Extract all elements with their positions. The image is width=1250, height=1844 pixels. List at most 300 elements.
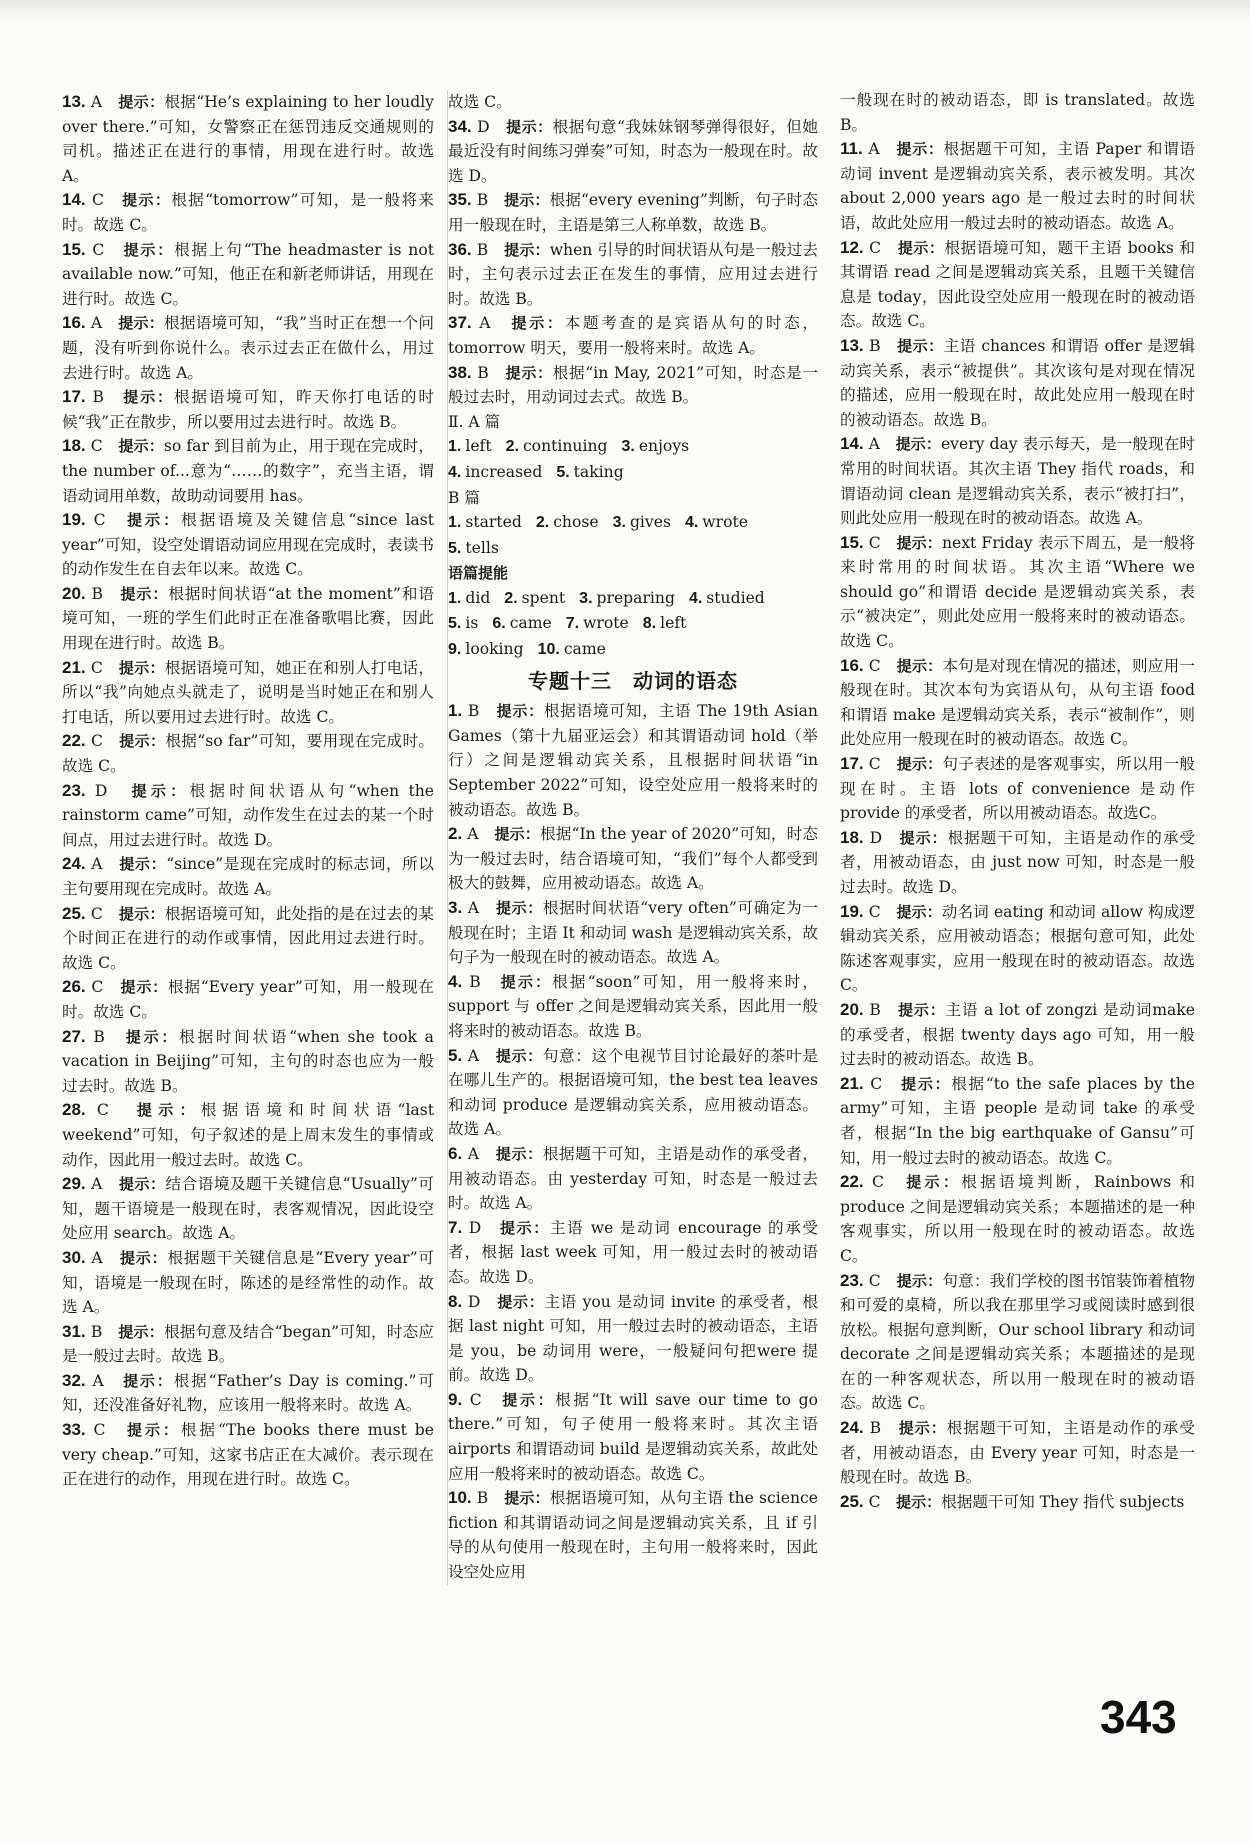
- hint-text: 根据“every evening”判断，句子时态用一般现在时，主语是第三人称单数，故选 B。: [448, 191, 818, 234]
- hint-label: 提示：: [895, 435, 941, 454]
- hint-label: 提示：: [120, 584, 169, 603]
- hint-text: 根据“so far”可知，要用现在完成时。故选 C。: [62, 732, 434, 776]
- answer-letter: C: [85, 658, 119, 677]
- item-number: 2.: [535, 514, 550, 532]
- hint-label: 提示：: [896, 656, 943, 675]
- item-word: increased: [465, 462, 543, 481]
- hint-label: 提示：: [896, 755, 943, 774]
- question-number: 11.: [840, 139, 863, 159]
- item-number: 1.: [448, 514, 462, 532]
- hint-label: 提示：: [120, 978, 168, 997]
- hint-label: 提示：: [123, 388, 174, 407]
- item-word: studied: [706, 588, 765, 607]
- answer-entry: [840, 531, 1195, 654]
- question-number: 12.: [840, 237, 864, 257]
- question-number: 35.: [448, 190, 472, 210]
- item-number: 3.: [621, 438, 635, 456]
- hint-text: 主语 you 是动词 invite 的承受者，根据 last night 可知，用一般过去时的被动语态，主语是 you，be 动词用 were，一般疑问句把were 提前。故选 D。: [448, 1292, 818, 1385]
- item-number: 5.: [556, 463, 570, 481]
- answer-letter: C: [863, 902, 897, 921]
- answer-entry: [448, 311, 818, 360]
- hint-text: 根据“The books there must be very cheap.”可知，这家书店正在大减价。表示现在正在进行的动作，用现在进行时。故选 C。: [62, 1421, 435, 1489]
- hint-label: 提示：: [505, 363, 553, 382]
- answer-letter: B: [85, 1027, 126, 1046]
- hint-text: “since”是现在完成时的标志词，所以主句要用现在完成时。故选 A。: [62, 855, 434, 898]
- question-number: 22.: [62, 731, 86, 751]
- hint-text: 根据时间状语从句“when the rainstorm came”可知，动作发生在过去的某一个时间点，用过去进行时。故选 D。: [62, 781, 434, 849]
- answer-list-b: [448, 699, 818, 1584]
- item-word: came: [563, 640, 606, 659]
- answer-letter: B: [863, 1419, 899, 1438]
- hint-text: 根据“tomorrow”可知，是一般将来时。故选 C。: [62, 191, 434, 234]
- hint-text: 主语 we 是动词 encourage 的承受者，根据 last week 可知，用一般过去时的被动语态。故选 D。: [448, 1218, 818, 1286]
- hint-label: 提示：: [118, 904, 165, 923]
- answer-entry: [62, 385, 434, 434]
- item-number: 4.: [684, 514, 699, 532]
- answer-letter: D: [462, 1218, 501, 1237]
- hint-label: 提示：: [497, 1292, 545, 1311]
- column-2: [447, 90, 818, 1585]
- answer-entry: [62, 311, 434, 385]
- hint-text: 根据语境可知，从句主语 the science fiction 和其谓语动词之间是逻辑动宾关系，且 if 引导的从句使用一般现在时，主句用一般将来时，因此设空处应用: [448, 1489, 818, 1582]
- answer-entry: [840, 1170, 1195, 1268]
- question-number: 34.: [448, 116, 472, 136]
- answer-letter: B: [863, 336, 898, 355]
- hint-label: 提示：: [123, 1371, 174, 1390]
- hint-label: 提示：: [511, 314, 565, 333]
- hint-label: 提示：: [898, 1000, 946, 1019]
- answer-line: [448, 460, 818, 486]
- answer-letter: C: [85, 437, 119, 456]
- item-number: 2.: [505, 438, 519, 456]
- answer-entry: [62, 902, 434, 976]
- hint-label: 提示：: [897, 238, 945, 257]
- hint-text: every day 表示每天，是一般现在时常用的时间状语。其次主语 They 指代 roads，和谓语动词 clean 是逻辑动宾关系，表示“被打扫”，则此处应用一般现在时的被动语态。故选 A。: [840, 435, 1195, 528]
- answer-entry: [448, 1142, 818, 1216]
- answer-letter: B: [462, 972, 501, 991]
- answer-entry: [448, 1044, 818, 1142]
- answer-letter: B: [462, 702, 497, 721]
- question-number: 23.: [840, 1270, 864, 1290]
- question-number: 3.: [448, 898, 463, 917]
- answer-letter: C: [863, 755, 897, 774]
- hint-label: 提示：: [118, 314, 165, 333]
- question-number: 32.: [62, 1370, 86, 1390]
- hint-text: so far 到目前为止，用于现在完成时，the number of...意为“……的数字”，充当主语，谓语动词用单数，故助动词要用 has。: [62, 437, 434, 505]
- question-number: 17.: [840, 754, 864, 774]
- hint-label: 提示：: [500, 972, 553, 991]
- question-number: 8.: [448, 1291, 463, 1311]
- hint-label: 提示：: [504, 1489, 550, 1508]
- answer-entry: [840, 236, 1195, 334]
- answer-line: [448, 510, 818, 536]
- hint-label: 提示：: [897, 336, 944, 355]
- answer-entry: [62, 1025, 434, 1099]
- hint-label: 提示：: [906, 1173, 962, 1192]
- answer-letter: B: [85, 1322, 119, 1341]
- answer-letter: C: [85, 1421, 127, 1440]
- question-number: 9.: [448, 1389, 463, 1409]
- hint-text: 根据题干可知，主语是动作的承受者，用被动语态。由 yesterday 可知，时态是一般过去时。故选 A。: [448, 1144, 818, 1213]
- question-number: 21.: [840, 1073, 864, 1093]
- question-number: 14.: [840, 434, 864, 454]
- item-number: 10.: [537, 641, 560, 659]
- answer-letter: C: [85, 240, 124, 259]
- item-number: 5.: [448, 615, 462, 633]
- answer-letter: A: [462, 899, 496, 917]
- item-word: continuing: [522, 437, 608, 456]
- hint-text: 根据题干可知，主语是动作的承受者，用被动语态，由 Every year 可知，时态是一般现在时。故选 B。: [840, 1419, 1195, 1487]
- answer-letter: A: [85, 314, 119, 333]
- answer-entry: [448, 822, 818, 896]
- answer-entry: [840, 900, 1195, 998]
- answer-letter: D: [85, 781, 132, 800]
- answer-entry: [62, 1320, 434, 1369]
- hint-label: 提示：: [896, 140, 944, 159]
- hint-text: 句意：我们学校的图书馆装饰着植物和可爱的桌椅，所以我在那里学习或阅读时感到很放松。根据句意判断，Our school library 和动词 decorate 之间是逻辑动宾关系；本题描述的是现在的一种客观状态，所以用一般现在时的被动语态。故选 C。: [840, 1271, 1195, 1413]
- answer-letter: D: [462, 1292, 498, 1311]
- answer-entry: [62, 1418, 434, 1492]
- answer-letter: D: [863, 828, 900, 847]
- item-word: spent: [521, 588, 566, 607]
- hint-label: 提示：: [118, 1175, 166, 1194]
- item-number: 1.: [448, 438, 462, 456]
- answer-letter: C: [863, 1074, 902, 1093]
- question-number: 26.: [62, 977, 86, 997]
- hint-text: 根据“Father’s Day is coming.”可知，还没准备好礼物，应该用一般将来时。故选 A。: [62, 1371, 434, 1415]
- question-number: 15.: [840, 532, 864, 552]
- answer-entry: [448, 1216, 818, 1290]
- hint-text: 根据“In the year of 2020”可知，时态为一般过去时，结合语境可知，“我们”每个人都受到极大的鼓舞，应用被动语态。故选 A。: [448, 825, 818, 893]
- answer-list-a: [448, 115, 818, 410]
- item-word: enjoys: [638, 437, 690, 456]
- hint-label: 提示：: [899, 828, 948, 847]
- item-number: 5.: [448, 539, 462, 557]
- hint-text: 根据语境判断，Rainbows 和 produce 之间是逻辑动宾关系；本题描述的是一种客观事实，所以用一般现在时的被动语态。故选 C。: [840, 1173, 1195, 1265]
- question-number: 24.: [62, 854, 86, 874]
- answer-letter: C: [85, 511, 128, 530]
- answer-letter: B: [471, 1489, 505, 1508]
- answer-entry: [840, 334, 1195, 432]
- hint-text: 根据语境可知，“我”当时正在想一个问题，没有听到你说什么。表示过去正在做什么，用过去进行时。故选 A。: [62, 314, 434, 382]
- question-number: 24.: [840, 1418, 864, 1438]
- answer-entry: [840, 432, 1195, 530]
- item-word: wrote: [702, 513, 748, 532]
- hint-label: 提示：: [504, 191, 550, 210]
- question-number: 21.: [62, 657, 86, 677]
- answer-letter: C: [85, 1101, 137, 1120]
- answer-entry: [62, 238, 434, 312]
- hint-label: 提示：: [494, 825, 540, 844]
- hint-text: 根据“to the safe places by the army”可知，主语 people 是动词 take 的承受者，根据“In the big earthquake of Gansu”可知，用一般过去时的被动语态。故选 C。: [840, 1074, 1195, 1167]
- continued-text: 故选 C。: [448, 93, 512, 111]
- hint-text: 根据语境可知，此处指的是在过去的某个时间正在进行的动作或事情，因此用过去进行时。故选 C。: [62, 904, 434, 972]
- answer-entry: [840, 998, 1195, 1072]
- hint-label: 提示：: [136, 1101, 201, 1120]
- hint-text: 句子表述的是客观事实，所以用一般现在时。主语 lots of convenience 是动作 provide 的承受者，所以用被动语态。故选C。: [840, 755, 1195, 823]
- answer-letter: C: [85, 904, 119, 923]
- hint-text: 根据题干关键信息是“Every year”可知，语境是一般现在时，陈述的是经常性的动作。故选 A。: [62, 1248, 434, 1317]
- answer-letter: C: [85, 191, 123, 210]
- answer-entry: [448, 238, 818, 312]
- question-number: 25.: [62, 903, 86, 923]
- part2-b-answers: [448, 510, 818, 561]
- item-word: taking: [573, 462, 624, 481]
- hint-label: 提示：: [896, 902, 942, 921]
- answer-letter: A: [863, 435, 896, 454]
- hint-text: 根据“Every year”可知，用一般现在时。故选 C。: [62, 978, 434, 1021]
- hint-label: 提示：: [896, 533, 942, 552]
- item-word: preparing: [596, 588, 675, 607]
- answer-entry: [448, 699, 818, 822]
- answer-entry: [448, 896, 818, 970]
- answer-entry: [840, 1072, 1195, 1170]
- skills-heading: 语篇提能: [448, 564, 509, 583]
- hint-text: 根据句意“我妹妹钢琴弹得很好，但她最近没有时间练习弹奏”可知，时态为一般现在时。故选 D。: [448, 117, 818, 185]
- hint-text: 根据语境和时间状语“last weekend”可知，句子叙述的是上周末发生的事情或动作，因此用一般过去时。故选 C。: [62, 1101, 434, 1169]
- question-number: 20.: [62, 583, 86, 603]
- question-number: 36.: [448, 239, 472, 259]
- hint-text: 本题考查的是宾语从句的时态，tomorrow 明天，要用一般将来时。故选 A。: [448, 314, 818, 357]
- answer-entry: [448, 115, 818, 189]
- question-number: 23.: [62, 780, 86, 800]
- hint-label: 提示：: [495, 1144, 543, 1163]
- answer-letter: A: [85, 1175, 119, 1194]
- answer-entry: [448, 1388, 818, 1486]
- answer-letter: B: [863, 1000, 899, 1019]
- answer-letter: C: [85, 732, 120, 751]
- hint-label: 提示：: [502, 1390, 556, 1409]
- part2-b-heading: B 篇: [448, 488, 480, 507]
- hint-label: 提示：: [896, 1271, 943, 1290]
- answer-entry: [62, 90, 434, 188]
- answer-letter: C: [85, 978, 121, 997]
- answer-line: [448, 586, 818, 612]
- column-1: [62, 90, 434, 1492]
- hint-text: 根据“in May, 2021”可知，时态是一般过去时，用动词过去式。故选 B。: [448, 363, 818, 407]
- answer-entry: [840, 826, 1195, 900]
- question-number: 13.: [62, 92, 86, 111]
- hint-label: 提示：: [495, 899, 543, 917]
- hint-text: 根据题干可知，主语 Paper 和谓语动词 invent 是逻辑动宾关系，表示被发明。其次 about 2,000 years ago 是一般过去时的时间状语，故此处应用一般过去时的被动语态。故选 A。: [840, 140, 1196, 232]
- question-number: 15.: [62, 239, 86, 259]
- hint-label: 提示：: [119, 855, 167, 874]
- question-number: 19.: [840, 901, 864, 921]
- item-word: came: [509, 614, 552, 633]
- hint-text: 根据语境可知，她正在和别人打电话，所以“我”向她点头就走了，说明是当时她正在和别人打电话，所以要用过去进行时。故选 C。: [62, 658, 434, 726]
- hint-text: 根据题干可知，主语是动作的承受者，用被动语态，由 just now 可知，时态是一般过去时。故选 D。: [840, 828, 1195, 896]
- answer-letter: B: [85, 584, 121, 603]
- answer-entry: [840, 752, 1195, 826]
- hint-text: 根据“It will save our time to go there.”可知，句子使用一般将来时。其次主语 airports 和谓语动词 build 是逻辑动宾关系，故此处应用一般将来时的被动语态。故选 C。: [448, 1390, 818, 1483]
- question-number: 16.: [62, 313, 86, 333]
- answer-entry: [448, 361, 818, 410]
- hint-label: 提示：: [506, 117, 553, 136]
- hint-text: 主语 chances 和谓语 offer 是逻辑动宾关系，表示“被提供”。其次该句是对现在情况的描述，应用一般现在时，故此处应用一般现在时的被动语态。故选 B。: [840, 336, 1195, 429]
- hint-text: 本句是对现在情况的描述，则应用一般现在时。其次本句为宾语从句，从句主语 food 和谓语 make 是逻辑动宾关系，表示“被制作”，则此处应用一般现在时的被动语态。故选 C。: [840, 656, 1195, 749]
- answer-entry: [62, 434, 434, 508]
- hint-label: 提示：: [118, 437, 164, 456]
- hint-label: 提示：: [495, 1046, 543, 1065]
- question-number: 5.: [448, 1045, 463, 1065]
- item-word: gives: [629, 513, 671, 532]
- hint-label: 提示：: [898, 1419, 947, 1438]
- answer-list-c: [840, 137, 1195, 1514]
- question-number: 25.: [840, 1491, 864, 1511]
- hint-label: 提示：: [896, 1492, 942, 1511]
- answer-entry: [62, 188, 434, 237]
- question-number: 30.: [62, 1247, 86, 1267]
- question-number: 29.: [62, 1174, 86, 1194]
- hint-text: 结合语境及题干关键信息“Usually”可知，题干语境是一般现在时，表客观情况，因此设空处应用 search。故选 A。: [62, 1175, 434, 1243]
- item-word: is: [465, 614, 479, 633]
- question-number: 2.: [448, 824, 463, 844]
- answer-entry: [62, 1098, 434, 1172]
- answer-entry: [62, 1246, 434, 1320]
- answer-entry: [840, 1416, 1195, 1490]
- answer-entry: [62, 852, 434, 901]
- answer-line: [448, 611, 818, 637]
- item-word: did: [465, 588, 491, 607]
- page-top-shadow: [0, 0, 1250, 22]
- answer-entry: [62, 508, 434, 582]
- hint-text: 根据“He’s explaining to her loudly over there.”可知，女警察正在惩罚违反交通规则的司机。描述正在进行的事情，用现在进行时。故选 A。: [62, 93, 434, 185]
- answer-entry: [448, 1290, 818, 1388]
- skills-answers: [448, 586, 818, 663]
- question-number: 6.: [448, 1143, 463, 1163]
- hint-label: 提示：: [118, 1322, 164, 1341]
- answer-entry: [448, 970, 818, 1044]
- answer-letter: A: [85, 93, 119, 111]
- answer-entry: [840, 654, 1195, 752]
- hint-label: 提示：: [118, 93, 165, 111]
- answer-letter: A: [85, 1371, 124, 1390]
- answer-line: [448, 637, 818, 663]
- item-number: 6.: [492, 615, 506, 633]
- answer-letter: A: [85, 1248, 120, 1267]
- answer-entry: [62, 975, 434, 1024]
- answer-letter: A: [85, 855, 120, 874]
- question-number: 16.: [840, 655, 864, 675]
- answer-letter: B: [471, 363, 506, 382]
- question-number: 27.: [62, 1026, 86, 1046]
- question-number: 20.: [840, 999, 864, 1019]
- hint-text: 根据语境可知，昨天你打电话的时候“我”正在散步，所以要用过去进行时。故选 B。: [62, 388, 434, 431]
- answer-entry: [62, 1369, 434, 1418]
- answer-letter: C: [863, 656, 897, 675]
- hint-text: 根据题干可知 They 指代 subjects: [941, 1492, 1185, 1511]
- hint-text: when 引导的时间状语从句是一般过去时，主句表示过去正在发生的事情，应用过去进行时。故选 B。: [448, 240, 818, 308]
- item-number: 7.: [565, 615, 580, 633]
- answer-letter: C: [863, 238, 898, 257]
- hint-label: 提示：: [127, 511, 182, 530]
- answer-entry: [448, 1486, 818, 1584]
- answer-entry: [840, 137, 1195, 235]
- item-word: wrote: [583, 614, 629, 633]
- answer-line: [448, 536, 818, 562]
- hint-text: 根据语境可知，主语 The 19th Asian Games（第十九届亚运会）和其谓语动词 hold（举行）之间是逻辑动宾关系，且根据时间状语“in September 2022”可知，设空处应用一般将来时的被动语态。故选 B。: [448, 702, 818, 819]
- hint-text: 根据上句“The headmaster is not available now.”可知，他正在和新老师讲话，用现在进行时。故选 C。: [62, 240, 434, 308]
- hint-text: 动名词 eating 和动词 allow 构成逻辑动宾关系，应用被动语态；根据句意可知，此处陈述客观事实，应用一般现在时的被动语态。故选 C。: [840, 902, 1195, 995]
- hint-label: 提示：: [125, 1027, 180, 1046]
- part2-heading: Ⅱ. A 篇: [448, 412, 501, 431]
- question-number: 33.: [62, 1420, 86, 1440]
- answer-letter: C: [863, 533, 897, 552]
- question-number: 14.: [62, 190, 86, 210]
- question-number: 37.: [448, 313, 472, 333]
- answer-line: [448, 434, 818, 460]
- question-number: 18.: [62, 436, 86, 456]
- item-word: started: [465, 513, 522, 532]
- hint-label: 提示：: [122, 191, 172, 210]
- question-number: 17.: [62, 387, 86, 407]
- item-word: chose: [553, 513, 599, 532]
- item-word: looking: [465, 640, 524, 659]
- answer-entry: [62, 582, 434, 656]
- answer-letter: A: [462, 1046, 496, 1065]
- part2-a-answers: [448, 434, 818, 485]
- hint-label: 提示：: [504, 240, 550, 259]
- hint-label: 提示：: [901, 1074, 952, 1093]
- item-number: 3.: [612, 514, 626, 532]
- answer-letter: C: [863, 1492, 897, 1511]
- question-number: 1.: [448, 701, 463, 721]
- hint-text: 主语 a lot of zongzi 是动词make 的承受者，根据 twenty days ago 可知，用一般过去时的被动语态。故选 B。: [840, 1000, 1195, 1069]
- answer-entry: [840, 1269, 1195, 1417]
- item-number: 4.: [688, 589, 703, 607]
- hint-label: 提示：: [131, 781, 190, 800]
- item-number: 2.: [504, 589, 518, 607]
- answer-letter: C: [462, 1390, 503, 1409]
- answer-letter: C: [863, 1271, 897, 1290]
- answer-entry: [62, 779, 434, 853]
- hint-text: next Friday 表示下周五，是一般将来时常用的时间状语。其次主语“Where we should go”和谓语 decide 是逻辑动宾关系，表示“被决定”，则此处应用一般将来时的被动语态。故选 C。: [840, 533, 1195, 651]
- question-number: 7.: [448, 1217, 463, 1237]
- hint-label: 提示：: [119, 732, 166, 751]
- question-number: 31.: [62, 1321, 86, 1341]
- hint-text: 根据句意及结合“began”可知，时态应是一般过去时。故选 B。: [62, 1322, 434, 1366]
- hint-label: 提示：: [123, 240, 175, 259]
- item-number: 8.: [642, 615, 657, 633]
- question-number: 22.: [840, 1172, 864, 1192]
- item-number: 3.: [579, 589, 593, 607]
- item-word: tells: [465, 538, 499, 557]
- answer-entry: [62, 729, 434, 778]
- column-3: [840, 88, 1195, 1514]
- answer-entry: [62, 1172, 434, 1246]
- item-word: left: [660, 614, 687, 633]
- hint-text: 根据时间状语“when she took a vacation in Beijing”可知，主句的时态也应为一般过去时。故选 B。: [62, 1027, 434, 1095]
- hint-label: 提示：: [500, 1218, 550, 1237]
- question-number: 38.: [448, 362, 472, 382]
- hint-label: 提示：: [127, 1421, 181, 1440]
- hint-label: 提示：: [118, 658, 165, 677]
- answer-entry: [62, 656, 434, 730]
- answer-letter: B: [471, 191, 505, 210]
- answer-entry: [840, 1490, 1195, 1515]
- hint-label: 提示：: [496, 702, 544, 721]
- answer-letter: A: [462, 825, 495, 844]
- hint-text: 根据时间状语“very often”可确定为一般现在时；主语 It 和动词 wash 是逻辑动宾关系，故句子为一般现在时的被动语态。故选 A。: [448, 899, 819, 967]
- hint-text: 根据语境及关键信息“since last year”可知，设空处谓语动词应用现在完成时，表读书的动作发生在自去年以来。故选 C。: [62, 511, 434, 579]
- continued-text: 一般现在时的被动语态，即 is translated。故选 B。: [840, 91, 1195, 134]
- hint-text: 根据“soon”可知，用一般将来时，support 与 offer 之间是逻辑动宾关系，因此用一般将来时的被动语态。故选 B。: [448, 972, 818, 1040]
- item-number: 4.: [448, 463, 462, 481]
- item-number: 1.: [448, 589, 462, 607]
- hint-text: 根据时间状语“at the moment”和语境可知，一班的学生们此时正在准备歌唱比赛，因此用现在进行时。故选 B。: [62, 584, 434, 653]
- hint-text: 句意：这个电视节目讨论最好的茶叶是在哪儿生产的。根据语境可知，the best tea leaves 和动词 produce 是逻辑动宾关系，应用被动语态。故选 A。: [448, 1046, 818, 1139]
- answer-letter: A: [471, 314, 512, 333]
